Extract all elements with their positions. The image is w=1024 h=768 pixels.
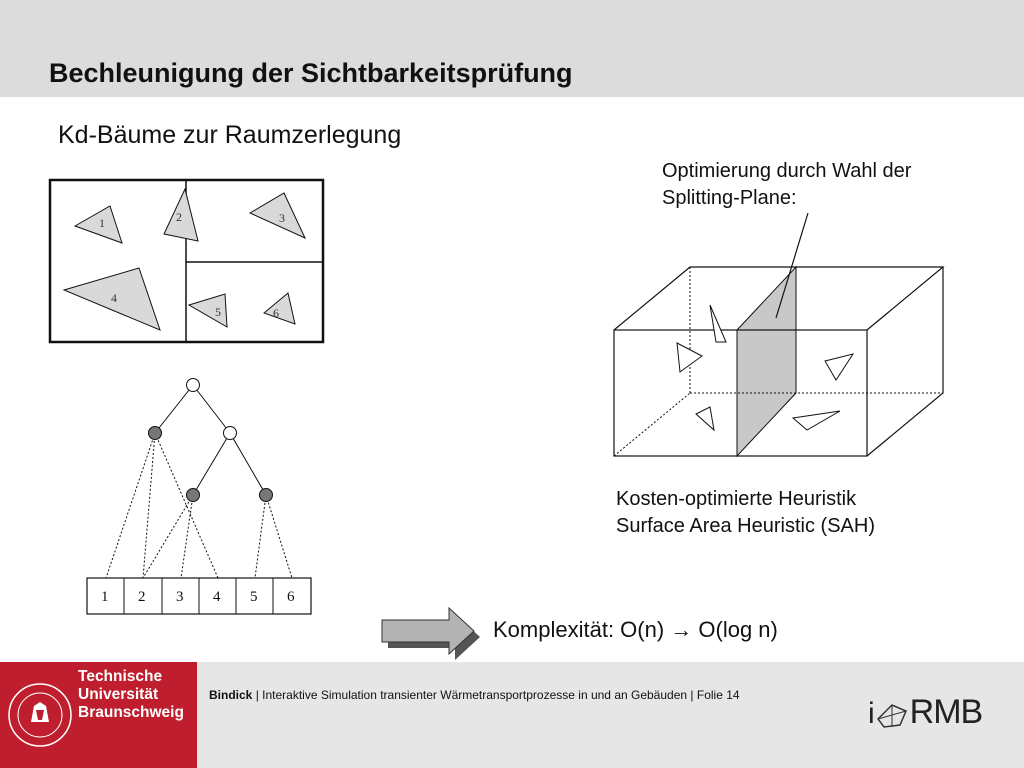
heuristic-line-2: Surface Area Heuristic (SAH) bbox=[616, 515, 875, 537]
subtitle: Kd-Bäume zur Raumzerlegung bbox=[58, 121, 402, 149]
footer-separator: | bbox=[255, 688, 259, 702]
leaf-cell-3: 3 bbox=[176, 589, 184, 605]
university-seal-icon bbox=[0, 662, 80, 768]
university-name bbox=[78, 668, 184, 722]
optimization-line-1: Optimierung durch Wahl der bbox=[662, 160, 912, 182]
leaf-cell-1: 1 bbox=[101, 589, 109, 605]
footer-talk-title: Interaktive Simulation transienter Wärmetransportprozesse in und an Gebäuden bbox=[262, 688, 688, 702]
heuristic-line-1: Kosten-optimierte Heuristik bbox=[616, 488, 857, 510]
leaf-cell-4: 4 bbox=[213, 589, 221, 605]
footer-folio: Folie 14 bbox=[696, 688, 740, 702]
splitting-plane bbox=[737, 267, 796, 456]
partition-label-6: 6 bbox=[273, 306, 279, 320]
optimization-note bbox=[662, 158, 911, 212]
institute-logo-text: RMB bbox=[909, 693, 983, 731]
heuristic-note bbox=[616, 486, 875, 540]
tree-leaf-node bbox=[149, 427, 162, 440]
space-partition bbox=[50, 180, 323, 342]
slide-title: Bechleunigung der Sichtbarkeitsprüfung bbox=[49, 58, 573, 88]
partition-label-5: 5 bbox=[215, 305, 221, 319]
partition-label-3: 3 bbox=[279, 211, 285, 225]
tree-inner-node bbox=[224, 427, 237, 440]
arrow-icon bbox=[382, 608, 480, 660]
tree-root-node bbox=[187, 379, 200, 392]
institute-logo-icon bbox=[874, 697, 910, 731]
kd-tree bbox=[87, 379, 311, 615]
university-line-1: Technische bbox=[78, 668, 163, 685]
leaf-cell-6: 6 bbox=[287, 589, 295, 605]
optimization-line-2: Splitting-Plane: bbox=[662, 187, 797, 209]
footer-text bbox=[209, 688, 740, 702]
footer-author: Bindick bbox=[209, 688, 253, 702]
irmb-logo: i RMB bbox=[868, 693, 983, 731]
tree-leaf-node bbox=[187, 489, 200, 502]
partition-label-2: 2 bbox=[176, 210, 182, 224]
complexity-text: Komplexität: O(n) → O(log n) bbox=[493, 617, 778, 642]
university-line-3: Braunschweig bbox=[78, 704, 184, 721]
partition-label-4: 4 bbox=[111, 291, 117, 305]
footer-separator: | bbox=[690, 688, 694, 702]
partition-label-1: 1 bbox=[99, 216, 105, 230]
university-line-2: Universität bbox=[78, 686, 159, 703]
splitting-plane-box bbox=[614, 213, 943, 456]
leaf-cell-2: 2 bbox=[138, 589, 146, 605]
tree-leaf-node bbox=[260, 489, 273, 502]
leaf-cell-5: 5 bbox=[250, 589, 258, 605]
